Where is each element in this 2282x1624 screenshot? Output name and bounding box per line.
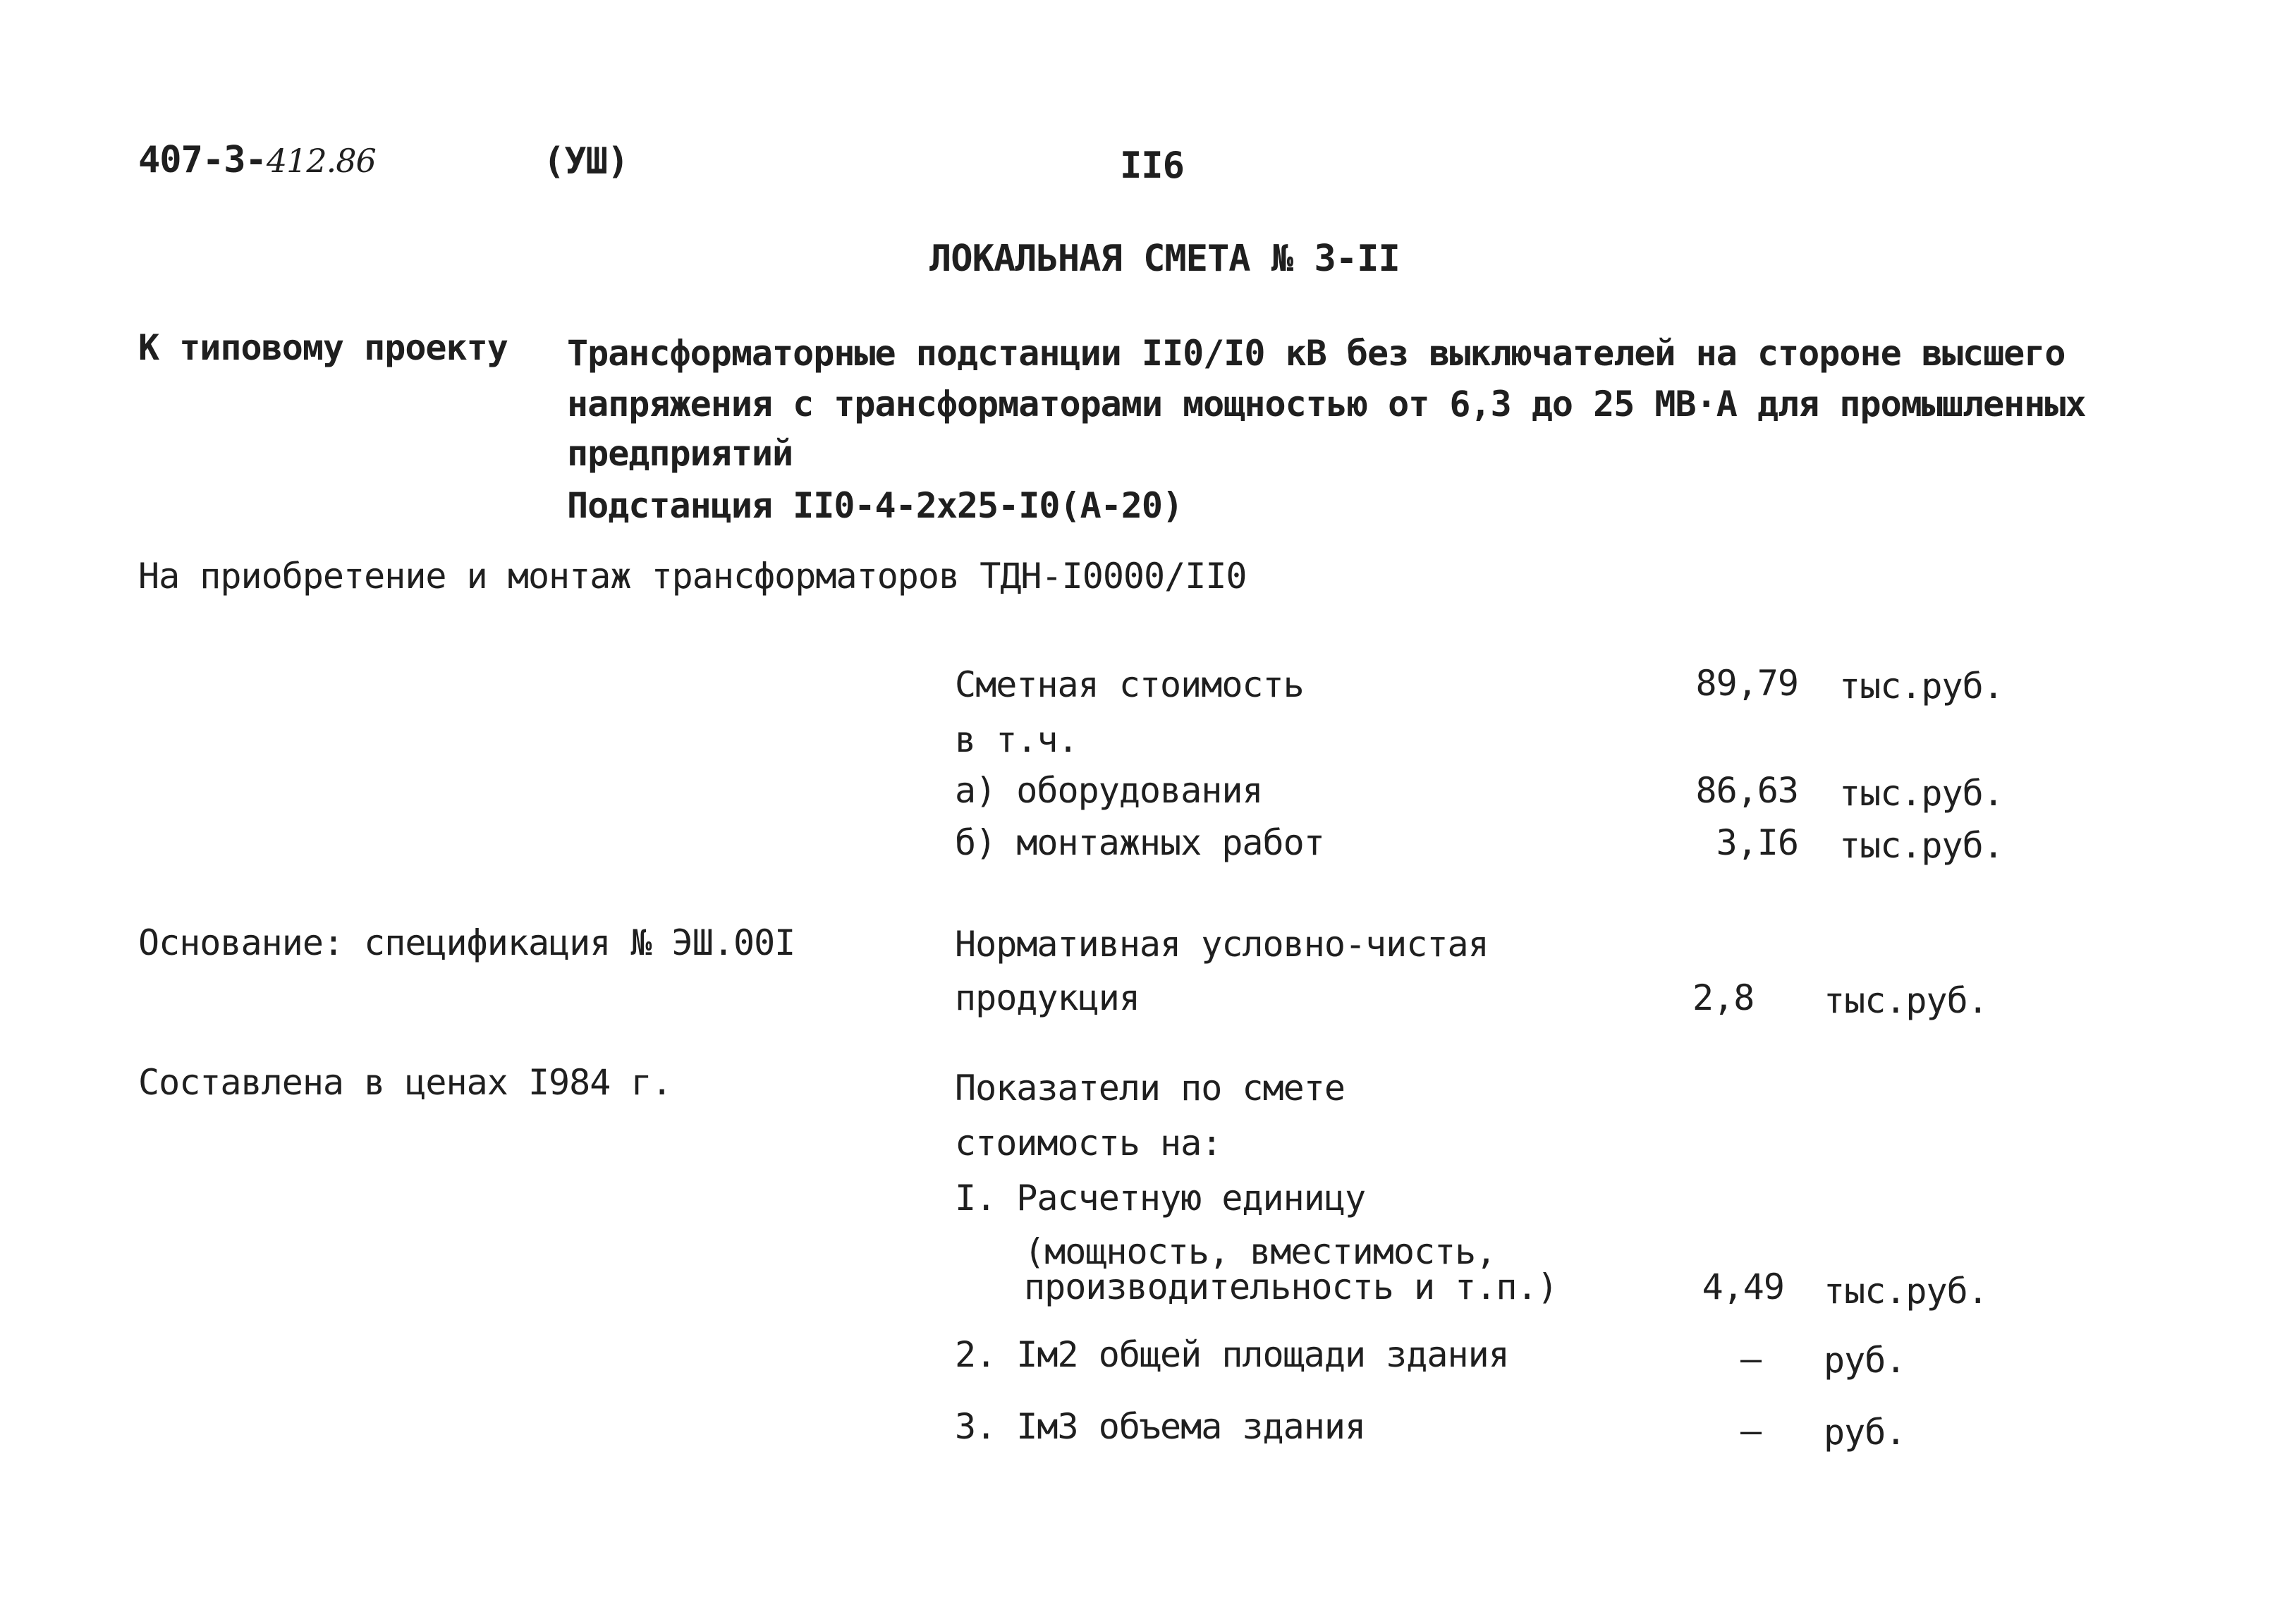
doc-code-printed: 407-3- xyxy=(138,139,267,181)
prices-line: Составлена в ценах I984 г. xyxy=(138,1062,672,1103)
installation-label: б) монтажных работ xyxy=(955,822,1324,863)
equipment-unit: тыс.руб. xyxy=(1839,773,2003,814)
indicator-3-unit: руб. xyxy=(1824,1412,1906,1453)
normative-unit: тыс.руб. xyxy=(1824,980,1988,1021)
indicator-2-unit: руб. xyxy=(1824,1340,1906,1381)
substation-name: Подстанция II0-4-2х25-I0(А-20) xyxy=(567,485,1183,526)
indicator-3-label: 3. Iм3 объема здания xyxy=(955,1406,1366,1447)
normative-label-line-2: продукция xyxy=(955,977,1140,1018)
indicators-subheading: стоимость на: xyxy=(955,1123,1222,1164)
normative-label-line-1: Нормативная условно-чистая xyxy=(955,924,1489,965)
normative-value: 2,8 xyxy=(1692,977,1755,1018)
indicators-heading: Показатели по смете xyxy=(955,1068,1345,1109)
indicator-1-detail-line-2: производительность и т.п.) xyxy=(1024,1266,1558,1307)
project-line-1: Трансформаторные подстанции II0/I0 кВ без выключателей на стороне высшего xyxy=(567,333,2066,374)
indicator-2-label: 2. Iм2 общей площади здания xyxy=(955,1334,1509,1375)
including-label: в т.ч. xyxy=(955,719,1078,760)
total-cost-unit: тыс.руб. xyxy=(1839,666,2003,707)
volume-number: (УШ) xyxy=(543,140,629,183)
equipment-label: а) оборудования xyxy=(955,770,1263,811)
total-cost-value: 89,79 xyxy=(1695,663,1798,704)
installation-value: 3,I6 xyxy=(1716,822,1798,863)
indicator-1-label: I. Расчетную единицу xyxy=(955,1178,1366,1219)
indicator-3-value: – xyxy=(1740,1410,1762,1451)
doc-code xyxy=(138,138,376,183)
purpose-line: На приобретение и монтаж трансформаторов ТДН-I0000/II0 xyxy=(138,556,1247,597)
doc-code-handwritten: 412.86 xyxy=(266,142,376,180)
basis-line: Основание: спецификация № ЭШ.00I xyxy=(138,922,795,963)
project-label: К типовому проекту xyxy=(138,327,508,368)
document-title: ЛОКАЛЬНАЯ СМЕТА № 3-II xyxy=(929,238,1400,280)
indicator-1-detail-line-1: (мощность, вместимость, xyxy=(1024,1231,1496,1272)
indicator-2-value: – xyxy=(1740,1338,1762,1379)
project-line-2: напряжения с трансформаторами мощностью от 6,3 до 25 МВ·А для промышленных xyxy=(567,384,2086,425)
indicator-1-unit: тыс.руб. xyxy=(1824,1271,1988,1312)
total-cost-label: Сметная стоимость xyxy=(955,664,1304,705)
page-number: II6 xyxy=(1120,145,1184,187)
indicator-1-value: 4,49 xyxy=(1702,1266,1784,1307)
equipment-value: 86,63 xyxy=(1695,770,1798,811)
project-line-3: предприятий xyxy=(567,433,793,474)
installation-unit: тыс.руб. xyxy=(1839,825,2003,866)
